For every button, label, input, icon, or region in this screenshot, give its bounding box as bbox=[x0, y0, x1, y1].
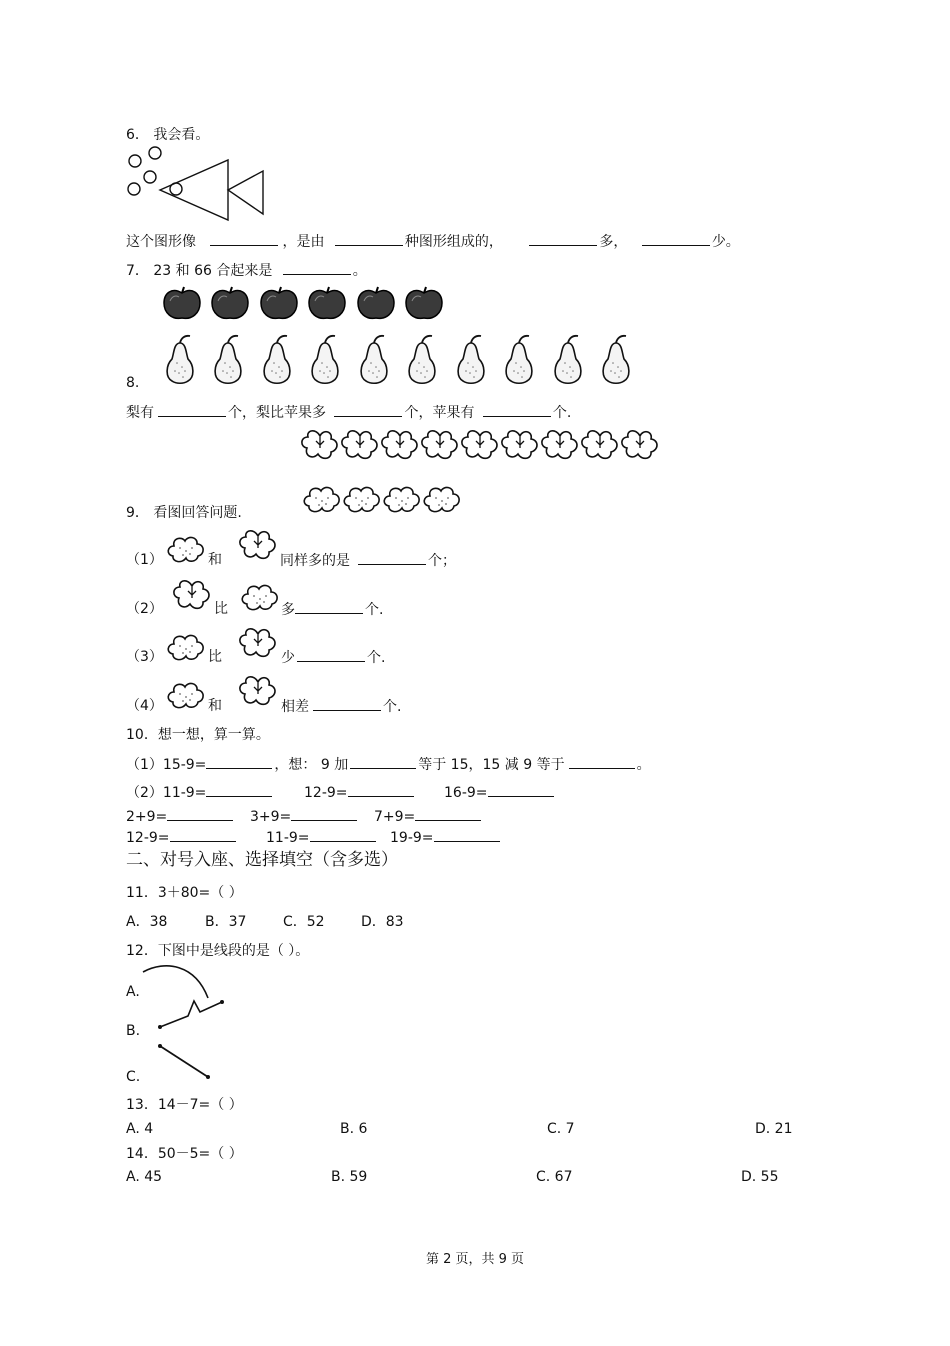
flower-icon bbox=[238, 626, 278, 660]
q10-r3-t2: 3+9= bbox=[250, 809, 292, 825]
q6-text-4: 多， bbox=[599, 234, 628, 250]
q9-item-1-b: 同样多的是 bbox=[280, 553, 350, 569]
q6-text-2: ，是由 bbox=[282, 234, 325, 250]
q10-row-3b bbox=[250, 807, 357, 826]
q9-item-3-rest bbox=[281, 648, 385, 667]
flower-icon bbox=[238, 674, 278, 708]
q10-row-2 bbox=[126, 783, 272, 802]
pear-row bbox=[163, 333, 643, 385]
q9-item-4-a: 和 bbox=[208, 698, 222, 714]
q10-r1-blank-1[interactable] bbox=[206, 755, 272, 769]
pear-icon bbox=[603, 336, 629, 383]
flower-icon bbox=[542, 431, 577, 459]
q9-item-1-rest bbox=[280, 551, 456, 570]
q10-r2-blank-2[interactable] bbox=[348, 783, 414, 797]
q10-row-1 bbox=[126, 755, 651, 774]
segment-figure bbox=[156, 1042, 216, 1082]
flower-icon bbox=[622, 431, 657, 459]
q10-row-2c bbox=[444, 783, 554, 802]
apple-icon bbox=[309, 287, 345, 318]
q6-line bbox=[126, 232, 740, 251]
q10-r3-blank-1[interactable] bbox=[167, 807, 233, 821]
q10-r4-t2: 11-9= bbox=[266, 830, 310, 846]
cloud-icon bbox=[304, 487, 339, 511]
q10-row-2b bbox=[304, 783, 414, 802]
pear-icon bbox=[264, 336, 290, 383]
q9-item-1-end: 个； bbox=[428, 553, 456, 569]
q10-r1-t4: 。 bbox=[636, 757, 651, 773]
pear-icon bbox=[506, 336, 532, 383]
cloud-icon bbox=[166, 680, 206, 710]
flower-icon bbox=[502, 431, 537, 459]
pear-icon bbox=[555, 336, 581, 383]
q10-r1-t3: 等于 15，15 减 9 等于 bbox=[418, 757, 565, 773]
q10-row-3c bbox=[374, 807, 481, 826]
cloud-icon bbox=[344, 487, 379, 511]
q8-blank-3[interactable] bbox=[483, 403, 551, 417]
q6-text-5: 少。 bbox=[711, 234, 740, 250]
q9-item-4-num: （4） bbox=[126, 698, 163, 714]
q12-option-b[interactable]: B. bbox=[126, 1023, 141, 1039]
q9-blank-4[interactable] bbox=[313, 697, 381, 711]
q10-row-3a bbox=[126, 807, 233, 826]
q9-item-4-b: 相差 bbox=[281, 699, 309, 715]
q9-item-2-a: 比 bbox=[214, 601, 228, 617]
fish-figure bbox=[124, 143, 269, 223]
cloud-icon bbox=[424, 487, 459, 511]
q10-title: 10．想一想，算一算。 bbox=[126, 727, 270, 743]
apple-icon bbox=[406, 287, 442, 318]
q10-r1-blank-2[interactable] bbox=[350, 755, 416, 769]
q9-item-4-rest bbox=[281, 697, 401, 716]
q14-option-a[interactable]: A. 45 bbox=[126, 1169, 163, 1185]
q12-option-c[interactable]: C. bbox=[126, 1069, 141, 1085]
q7-text: 7． 23 和 66 合起来是 bbox=[126, 263, 273, 279]
polyline-figure bbox=[156, 996, 226, 1032]
flower-icon bbox=[238, 528, 278, 562]
apple-row bbox=[160, 285, 450, 321]
q14-option-b[interactable]: B. 59 bbox=[331, 1169, 368, 1185]
q9-blank-3[interactable] bbox=[297, 648, 365, 662]
q10-r1-t1: （1）15-9= bbox=[126, 757, 207, 773]
q13-option-d[interactable]: D. 21 bbox=[755, 1121, 793, 1137]
q10-r1-t2: ，想： 9 加 bbox=[274, 757, 349, 773]
q9-item-3-b: 少 bbox=[281, 650, 295, 666]
q6-blank-3[interactable] bbox=[529, 232, 597, 246]
q11-option-a[interactable]: A．38 bbox=[126, 914, 168, 930]
q14-option-c[interactable]: C. 67 bbox=[536, 1169, 573, 1185]
q9-item-2-rest bbox=[281, 600, 383, 619]
q7-end: 。 bbox=[352, 263, 367, 279]
cloud-icon bbox=[166, 632, 206, 662]
q9-blank-2[interactable] bbox=[295, 600, 363, 614]
apple-icon bbox=[212, 287, 248, 318]
q9-item-4-end: 个. bbox=[383, 699, 402, 715]
q6-blank-2[interactable] bbox=[335, 232, 403, 246]
q6-blank-4[interactable] bbox=[642, 232, 710, 246]
pear-icon bbox=[409, 336, 435, 383]
cloud-row bbox=[302, 484, 467, 514]
q9-title: 9． 看图回答问题. bbox=[126, 505, 242, 521]
q13-stem: 13．14－7=（ ） bbox=[126, 1097, 243, 1113]
section-2-heading: 二、对号入座、选择填空（含多选） bbox=[126, 850, 398, 870]
q10-row-4a bbox=[126, 828, 236, 847]
q10-r2-t2: 12-9= bbox=[304, 785, 348, 801]
page-footer: 第 2 页，共 9 页 bbox=[425, 1252, 525, 1267]
q6-text-3: 种图形组成的， bbox=[404, 234, 503, 250]
q10-r3-blank-2[interactable] bbox=[291, 807, 357, 821]
q8-text-4: 个. bbox=[552, 405, 572, 421]
pear-icon bbox=[167, 336, 193, 383]
cloud-icon bbox=[384, 487, 419, 511]
pear-icon bbox=[215, 336, 241, 383]
q9-item-2-b: 多 bbox=[281, 602, 295, 618]
q8-blank-1[interactable] bbox=[158, 403, 226, 417]
q11-option-b[interactable]: B．37 bbox=[205, 914, 247, 930]
q8-blank-2[interactable] bbox=[334, 403, 402, 417]
q9-item-2-num: （2） bbox=[126, 601, 163, 617]
q10-row-4c bbox=[390, 828, 500, 847]
q8-text-1: 梨有 bbox=[126, 405, 154, 421]
q10-r3-t1: 2+9= bbox=[126, 809, 168, 825]
flower-icon bbox=[462, 431, 497, 459]
q13-option-b[interactable]: B. 6 bbox=[340, 1121, 368, 1137]
q9-item-3-end: 个. bbox=[367, 650, 386, 666]
q14-option-d[interactable]: D. 55 bbox=[741, 1169, 779, 1185]
pear-icon bbox=[312, 336, 338, 383]
q11-stem: 11．3＋80=（ ） bbox=[126, 885, 243, 901]
q10-r2-t1: （2）11-9= bbox=[126, 785, 207, 801]
q7-blank[interactable] bbox=[283, 261, 351, 275]
q6-text-1: 这个图形像 bbox=[126, 234, 196, 250]
q13-option-c[interactable]: C. 7 bbox=[547, 1121, 575, 1137]
pear-icon bbox=[458, 336, 484, 383]
q9-item-1-a: 和 bbox=[208, 552, 222, 568]
apple-icon bbox=[358, 287, 394, 318]
q10-r2-t3: 16-9= bbox=[444, 785, 488, 801]
q12-stem: 12．下图中是线段的是（ ）。 bbox=[126, 943, 310, 959]
q8-text-3: 个，苹果有 bbox=[404, 405, 475, 421]
cloud-icon bbox=[166, 534, 206, 564]
q10-r4-t3: 19-9= bbox=[390, 830, 434, 846]
q10-r1-blank-3[interactable] bbox=[569, 755, 635, 769]
q10-r4-blank-2[interactable] bbox=[310, 828, 376, 842]
apple-icon bbox=[164, 287, 200, 318]
q10-r4-blank-1[interactable] bbox=[170, 828, 236, 842]
q9-item-2-end: 个. bbox=[365, 602, 384, 618]
flower-icon bbox=[422, 431, 457, 459]
q8-label: 8. bbox=[126, 375, 140, 391]
flower-icon bbox=[342, 431, 377, 459]
q8-line bbox=[126, 403, 571, 422]
q9-item-3-num: （3） bbox=[126, 649, 163, 665]
q10-r3-blank-3[interactable] bbox=[415, 807, 481, 821]
q12-option-a[interactable]: A. bbox=[126, 984, 140, 1000]
circle-shapes bbox=[128, 147, 182, 195]
q11-option-c[interactable]: C．52 bbox=[283, 914, 325, 930]
q13-option-a[interactable]: A. 4 bbox=[126, 1121, 154, 1137]
q6-title: 6． 我会看。 bbox=[126, 127, 210, 143]
flower-row bbox=[300, 428, 665, 462]
q7 bbox=[126, 261, 367, 280]
q10-r4-t1: 12-9= bbox=[126, 830, 170, 846]
q8-text-2: 个，梨比苹果多 bbox=[228, 405, 326, 421]
triangle-shapes bbox=[160, 160, 263, 220]
q10-r2-blank-3[interactable] bbox=[488, 783, 554, 797]
q10-row-4b bbox=[266, 828, 376, 847]
apple-icon bbox=[261, 287, 297, 318]
q9-item-1-num: （1） bbox=[126, 552, 163, 568]
q10-r2-blank-1[interactable] bbox=[206, 783, 272, 797]
q10-r4-blank-3[interactable] bbox=[434, 828, 500, 842]
cloud-icon bbox=[240, 582, 280, 612]
q10-r3-t3: 7+9= bbox=[374, 809, 416, 825]
q6-blank-1[interactable] bbox=[210, 232, 278, 246]
q11-option-d[interactable]: D．83 bbox=[361, 914, 404, 930]
flower-icon bbox=[172, 578, 212, 612]
flower-icon bbox=[382, 431, 417, 459]
q9-item-3-a: 比 bbox=[208, 649, 222, 665]
q9-blank-1[interactable] bbox=[358, 551, 426, 565]
flower-icon bbox=[582, 431, 617, 459]
pear-icon bbox=[361, 336, 387, 383]
flower-icon bbox=[302, 431, 337, 459]
q14-stem: 14．50－5=（ ） bbox=[126, 1146, 243, 1162]
